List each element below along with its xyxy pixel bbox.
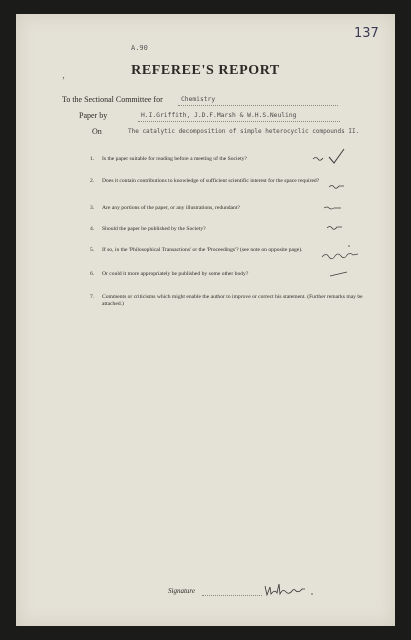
signature-dotted-line (202, 595, 262, 596)
question-2: 2. Does it contain contributions to knowledge of sufficient scientific interest for the space required? (90, 178, 320, 184)
handwritten-answer-5-icon (321, 251, 361, 261)
paper-by-dotted-line (138, 121, 340, 122)
question-7: 7. Comments or criticisms which might enable the author to improve or correct his statement. (Further remarks may be attached.) (90, 294, 363, 308)
question-1: 1. Is the paper suitable for reading before a meeting of the Society? (90, 156, 247, 162)
handwritten-answer-2-icon (328, 183, 346, 191)
committee-label: To the Sectional Committee for (62, 95, 163, 104)
handwritten-answer-1-icon (311, 147, 351, 165)
handwritten-answer-4-icon (326, 224, 344, 232)
paper-by-label: Paper by (79, 111, 108, 120)
pencil-dot-icon (347, 244, 351, 248)
handwritten-answer-6-icon (329, 270, 349, 278)
page-number: 137 (354, 26, 379, 41)
referee-report-page (16, 14, 395, 626)
on-value: The catalytic decomposition of simple heterocyclic compounds II. (128, 128, 360, 135)
question-3: 3. Are any portions of the paper, or any illustrations, redundant? (90, 205, 240, 211)
signature-label: Signature (168, 587, 195, 595)
question-5: 5. If so, in the 'Philosophical Transactions' or the 'Proceedings'? (see note on opposite page). (90, 247, 303, 253)
reference-code: A.90 (131, 44, 148, 52)
handwritten-answer-3-icon (323, 204, 343, 212)
committee-dotted-line (178, 105, 338, 106)
question-6: 6. Or could it more appropriately be published by some other body? (90, 271, 249, 277)
pencil-mark-icon: ‚ (62, 70, 65, 80)
page-title: REFEREE'S REPORT (131, 63, 280, 78)
question-4: 4. Should the paper be published by the Society? (90, 226, 206, 232)
committee-value: Chemistry (181, 96, 216, 103)
handwritten-signature-icon (263, 582, 323, 598)
on-label: On (92, 127, 102, 136)
paper-by-value: H.I.Griffith, J.D.F.Marsh & W.H.S.Neuling (141, 112, 297, 119)
